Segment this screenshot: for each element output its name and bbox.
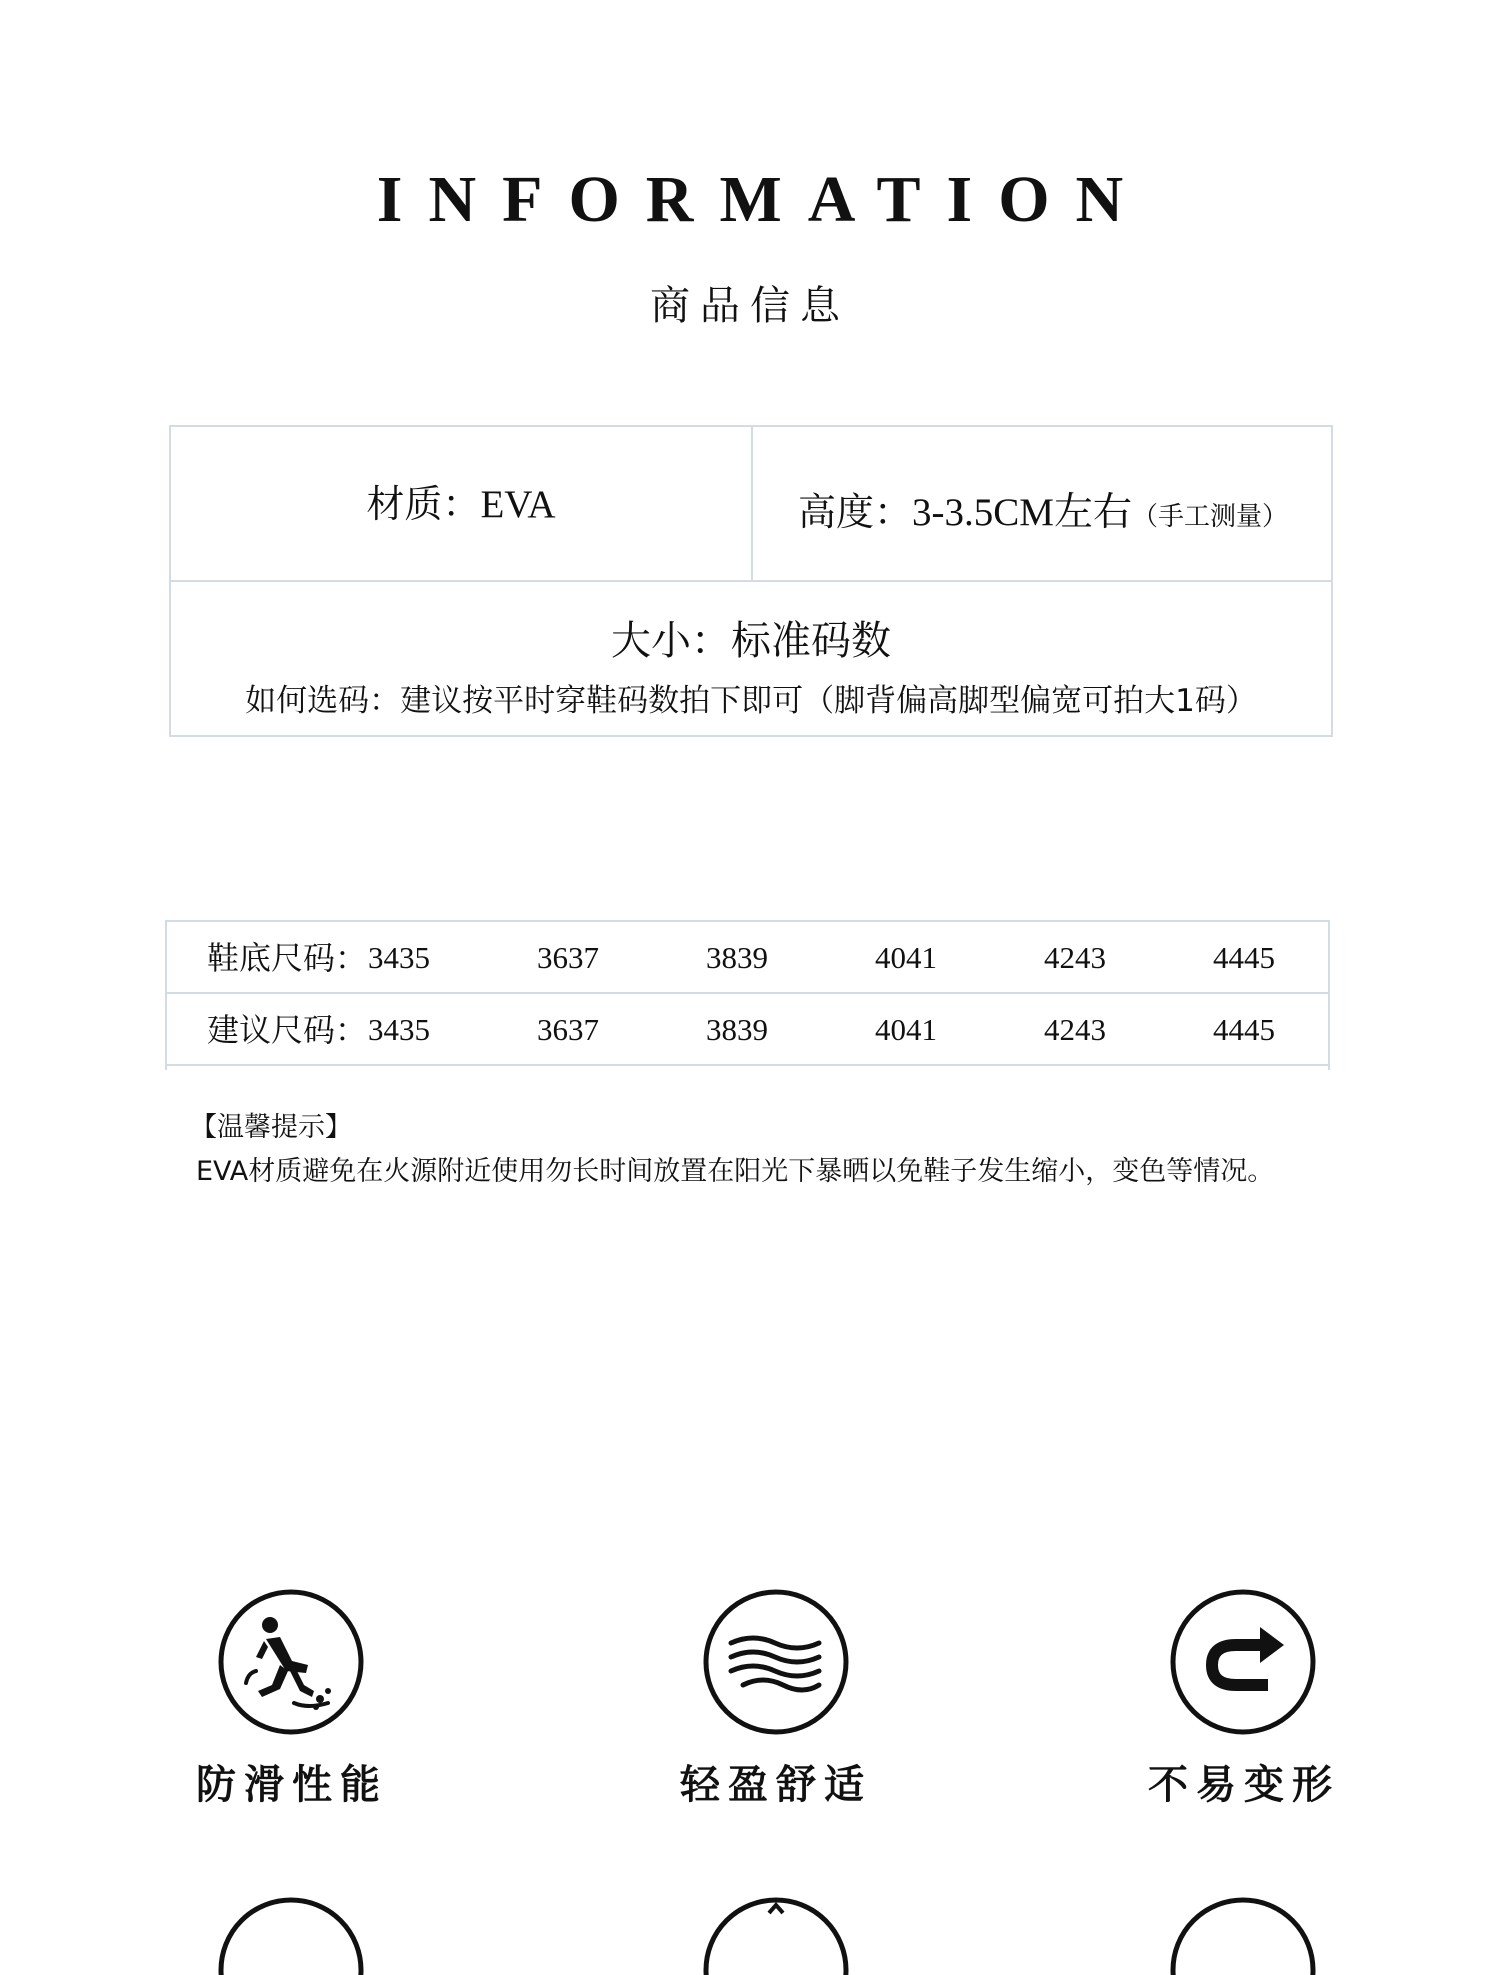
size-standard-title: 大小：标准码数 — [611, 618, 891, 664]
height-cell — [753, 427, 1333, 580]
recommended-size-label: 建议尺码： — [207, 1011, 368, 1049]
size-cell: 3435 — [368, 940, 430, 975]
size-cell: 3637 — [537, 1012, 599, 1047]
sole-size-label: 鞋底尺码： — [207, 939, 368, 977]
height-text — [753, 487, 1333, 542]
info-row — [171, 427, 1331, 582]
lightweight-waves-icon — [701, 1587, 851, 1737]
table-row — [167, 922, 1328, 994]
height-value: 3-3.5CM左右 — [912, 491, 1132, 534]
tips-body: EVA材质避免在火源附近使用勿长时间放置在阳光下暴晒以免鞋子发生缩小，变色等情况。 — [196, 1156, 1275, 1187]
size-cell: 4041 — [875, 1012, 937, 1047]
partial-circle-icon — [1168, 1895, 1318, 1975]
feature-label-lightweight: 轻盈舒适 — [680, 1762, 872, 1808]
size-selection-tip: 如何选码：建议按平时穿鞋码数拍下即可（脚背偏高脚型偏宽可拍大1码） — [245, 683, 1257, 719]
material-label: 材质： — [366, 482, 481, 526]
size-cell: 3839 — [706, 1012, 768, 1047]
tips-heading: 【温馨提示】 — [190, 1112, 352, 1143]
feature-label-no-deform: 不易变形 — [1148, 1762, 1340, 1808]
size-cell: 3435 — [368, 1012, 430, 1047]
partial-circle-icon — [216, 1895, 366, 1975]
size-table — [165, 920, 1330, 1070]
size-cell: 4243 — [1044, 1012, 1106, 1047]
material-text — [171, 479, 751, 530]
height-note: （手工测量） — [1131, 502, 1288, 532]
slip-resistant-icon — [216, 1587, 366, 1737]
size-cell: 4243 — [1044, 940, 1106, 975]
table-row — [167, 994, 1328, 1066]
page-subtitle: 商品信息 — [650, 283, 850, 329]
page-title: INFORMATION — [376, 163, 1150, 236]
info-table — [169, 425, 1333, 737]
size-cell: 4445 — [1213, 940, 1275, 975]
partial-circle-icon — [701, 1895, 851, 1975]
material-value: EVA — [480, 483, 556, 526]
return-arrow-icon — [1168, 1587, 1318, 1737]
size-cell: 3839 — [706, 940, 768, 975]
size-cell: 3637 — [537, 940, 599, 975]
feature-label-slip: 防滑性能 — [196, 1762, 388, 1808]
size-cell: 4445 — [1213, 1012, 1275, 1047]
size-cell: 4041 — [875, 940, 937, 975]
height-label: 高度： — [798, 490, 913, 534]
material-cell — [171, 427, 753, 580]
